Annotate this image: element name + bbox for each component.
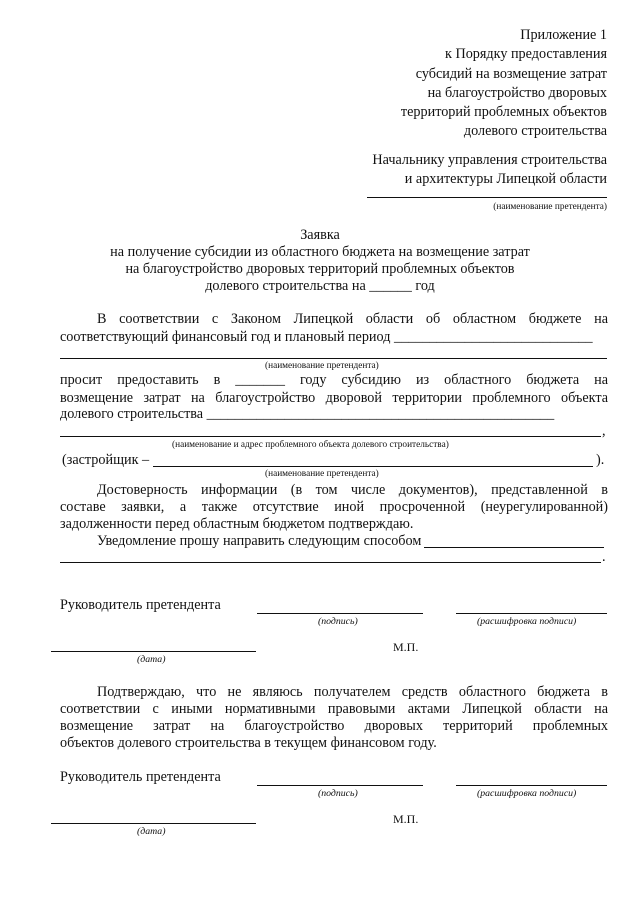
addressee-line: и архитектуры Липецкой области: [404, 171, 607, 187]
caption-signature-decode: (расшифровка подписи): [477, 616, 577, 627]
paragraph-text: соответствии с иными нормативными правовыми актами Липецкой области на: [60, 701, 608, 717]
caption-object: (наименование и адрес проблемного объекта долевого строительства): [172, 440, 449, 450]
applicant-name-line[interactable]: [60, 358, 607, 359]
object-address-line[interactable]: [60, 436, 601, 437]
paragraph-text: соответствующий финансовый год и плановый период ____________________________: [60, 329, 593, 345]
title-line: долевого строительства на ______ год: [205, 278, 435, 294]
appendix-line: территорий проблемных объектов: [400, 104, 607, 120]
appendix-line: субсидий на возмещение затрат: [415, 66, 607, 82]
developer-prefix: (застройщик –: [62, 452, 150, 468]
signature-decode-line[interactable]: [456, 613, 607, 614]
applicant-name-line[interactable]: [367, 197, 607, 198]
caption-signature: (подпись): [318, 788, 358, 799]
signature-decode-line[interactable]: [456, 785, 607, 786]
appendix-title: Приложение 1: [520, 27, 607, 43]
developer-name-line[interactable]: [153, 466, 593, 467]
period: .: [602, 549, 606, 565]
caption-date: (дата): [137, 654, 166, 665]
appendix-line: на благоустройство дворовых: [427, 85, 607, 101]
developer-suffix: ).: [596, 452, 605, 468]
comma: ,: [602, 423, 606, 439]
caption-signature: (подпись): [318, 616, 358, 627]
paragraph-text: объектов долевого строительства в текущем финансовом году.: [60, 735, 437, 751]
addressee-line: Начальнику управления строительства: [372, 152, 607, 168]
caption-date: (дата): [137, 826, 166, 837]
caption-applicant: (наименование претендента): [265, 361, 379, 371]
title-line: на благоустройство дворовых территорий проблемных объектов: [125, 261, 515, 277]
title-line: на получение субсидии из областного бюджета на возмещение затрат: [110, 244, 530, 260]
stamp-label: М.П.: [393, 640, 419, 654]
paragraph-text: возмещение затрат на благоустройство дворовой территории проблемного объекта: [60, 390, 608, 406]
caption-applicant: (наименование претендента): [493, 202, 607, 212]
paragraph-text: Уведомление прошу направить следующим способом: [97, 533, 422, 549]
signature-label: Руководитель претендента: [60, 769, 221, 785]
caption-developer: (наименование претендента): [265, 469, 379, 479]
signature-line[interactable]: [257, 785, 423, 786]
notification-method-line[interactable]: [424, 547, 604, 548]
appendix-line: к Порядку предоставления: [445, 46, 607, 62]
caption-signature-decode: (расшифровка подписи): [477, 788, 577, 799]
paragraph-text: составе заявки, а также отсутствие иной просроченной (неурегулированной): [60, 499, 608, 515]
paragraph-text: В соответствии с Законом Липецкой области об областном бюджете на: [97, 311, 608, 327]
signature-line[interactable]: [257, 613, 423, 614]
date-line[interactable]: [51, 651, 256, 652]
date-line[interactable]: [51, 823, 256, 824]
stamp-label: М.П.: [393, 812, 419, 826]
signature-label: Руководитель претендента: [60, 597, 221, 613]
paragraph-text: возмещение затрат на благоустройство дворовых территорий проблемных: [60, 718, 608, 734]
appendix-line: долевого строительства: [463, 123, 607, 139]
paragraph-text: Достоверность информации (в том числе документов), представленной в: [97, 482, 608, 498]
paragraph-text: Подтверждаю, что не являюсь получателем средств областного бюджета в: [97, 684, 608, 700]
paragraph-text: долевого строительства _________________________________________________: [60, 406, 555, 422]
paragraph-text: задолженности перед областным бюджетом подтверждаю.: [60, 516, 414, 532]
title-main: Заявка: [300, 227, 340, 243]
paragraph-text: просит предоставить в _______ году субсидию из областного бюджета на: [60, 372, 608, 388]
notification-method-line[interactable]: [60, 562, 601, 563]
